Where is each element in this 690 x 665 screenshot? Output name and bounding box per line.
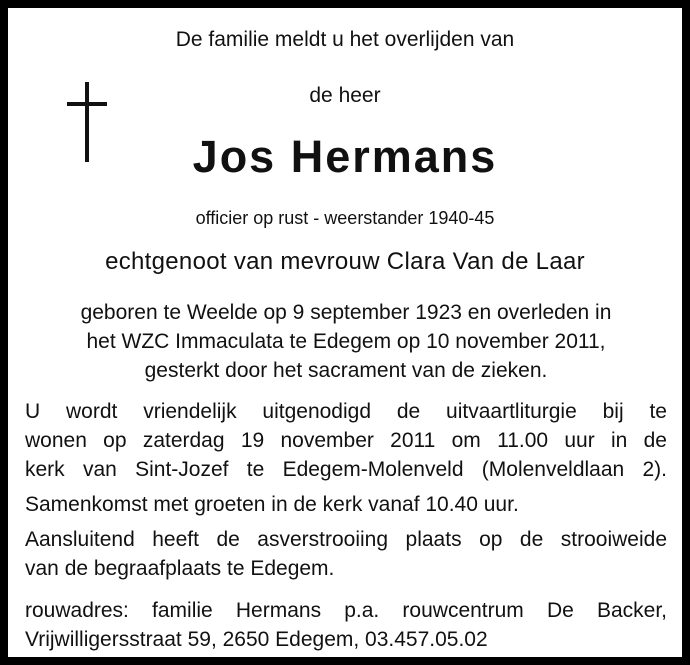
birth-death-line: geboren te Weelde op 9 september 1923 en overleden in [80,301,612,324]
meeting-line: Samenkomst met groeten in de kerk vanaf 10.40 uur. [25,493,519,516]
deceased-subtitle: officier op rust - weerstander 1940-45 [195,208,495,228]
title-prefix: de heer [309,84,381,107]
birth-death-line: het WZC Immaculata te Edegem op 10 november 2011, [86,330,606,353]
ash-scattering-line: van de begraafplaats te Edegem. [25,557,335,580]
birth-death-paragraph [25,298,667,385]
meeting-paragraph [25,490,667,519]
mourning-address-paragraph [25,596,667,654]
invitation-line: kerk van Sint-Jozef te Edegem-Molenveld (Molenveldlaan 2). [25,458,667,481]
intro-text: De familie meldt u het overlijden van [175,28,515,51]
address-line: Vrijwilligersstraat 59, 2650 Edegem, 03.457.05.02 [25,628,488,651]
ash-scattering-line: Aansluitend heeft de asverstrooiing plaats op de strooiweide [25,528,667,551]
ash-scattering-paragraph [25,525,667,583]
invitation-line: U wordt vriendelijk uitgenodigd de uitvaartliturgie bij te [25,400,667,423]
birth-death-line: gesterkt door het sacrament van de zieken. [144,359,548,382]
invitation-line: wonen op zaterdag 19 november 2011 om 11.00 uur in de [25,429,667,452]
funeral-invitation-paragraph [25,397,667,484]
address-line: rouwadres: familie Hermans p.a. rouwcentrum De Backer, [25,599,667,622]
spouse-line: echtgenoot van mevrouw Clara Van de Laar [105,248,585,275]
deceased-name: Jos Hermans [192,131,498,182]
